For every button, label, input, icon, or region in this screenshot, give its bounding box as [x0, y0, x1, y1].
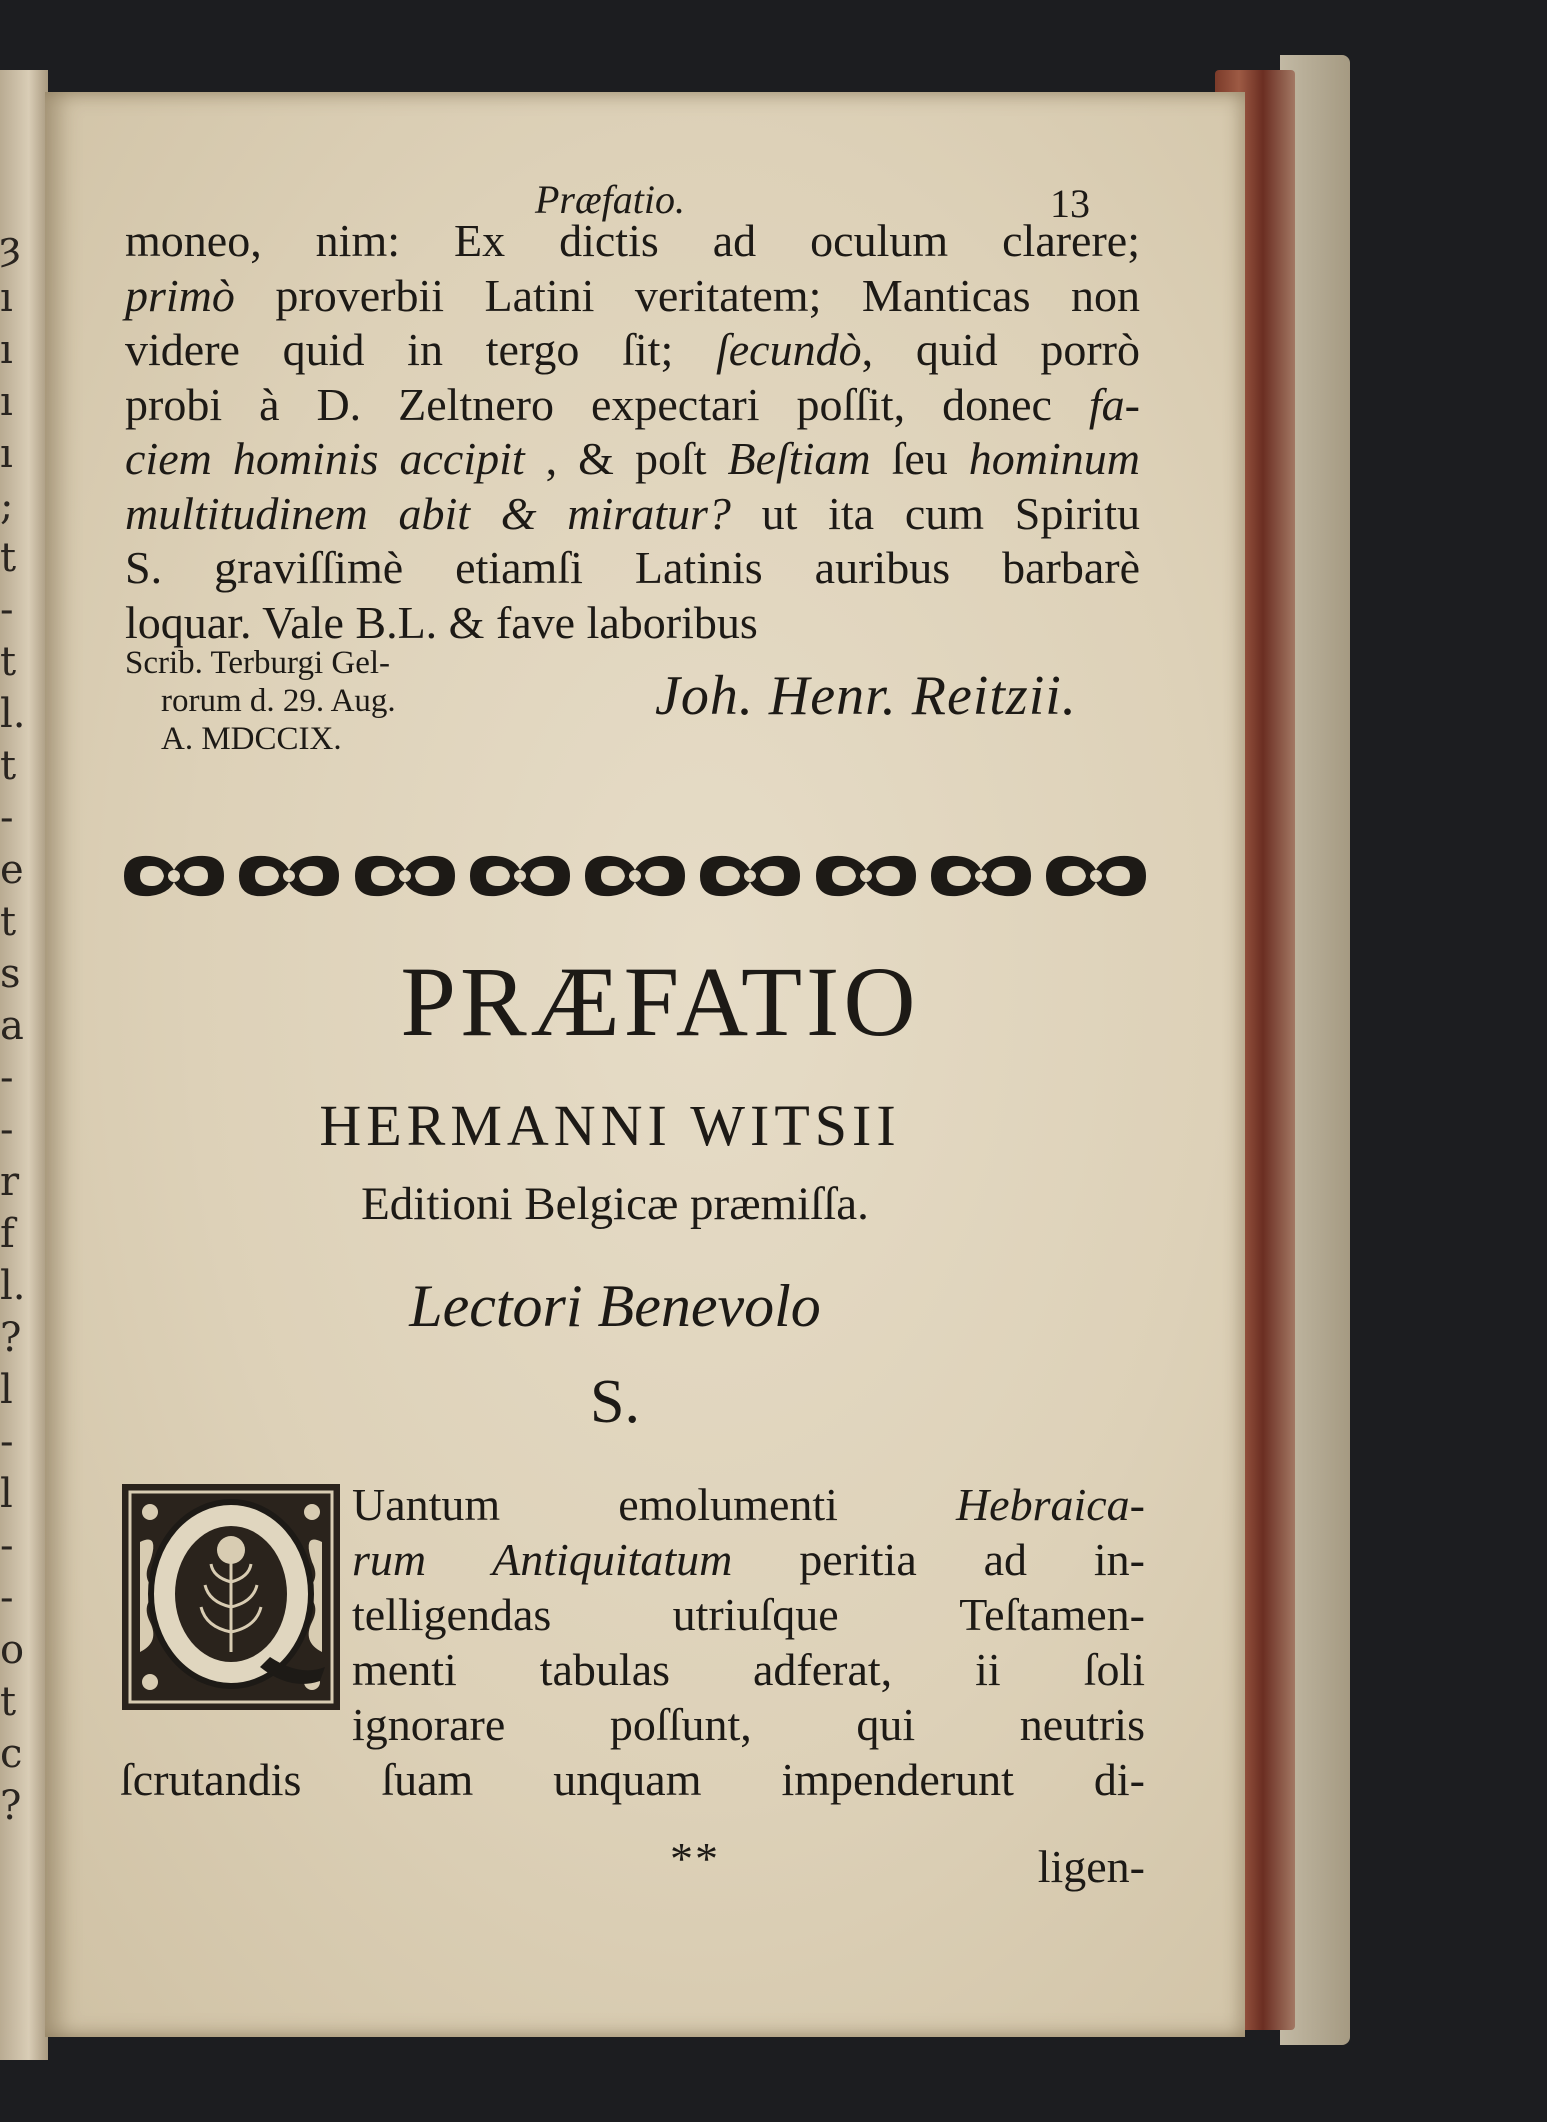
roman-text: probi à D. Zeltnero expectari poſſit, donec: [125, 378, 1089, 430]
text-line: [125, 541, 1140, 596]
roman-text: loquar. Vale B.L. & fave laboribus: [125, 596, 758, 648]
signature-mark: **: [670, 1833, 720, 1884]
roman-text: proverbii Latini veritatem; Manticas non: [234, 269, 1140, 321]
ornament-motif-icon: [927, 850, 1035, 902]
ornament-motif-icon: [1042, 850, 1150, 902]
text-line: [120, 1752, 1145, 1807]
facing-page-fragments: ȝ ı ı ı ı ; t - t l. t - e t s a - - r f l. ? l - l - - o t c ?: [0, 223, 26, 1829]
roman-text: menti tabulas adferat, ii ſoli: [352, 1644, 1145, 1695]
text-line: [125, 269, 1140, 324]
text-line: [120, 1697, 1145, 1752]
roman-text: videre quid in tergo ſit;: [125, 324, 716, 375]
text-line: [125, 378, 1140, 433]
ornament-motif-icon: [812, 850, 920, 902]
text-line: [120, 1477, 1145, 1532]
place-date: [125, 644, 396, 758]
text-line: [125, 487, 1140, 542]
roman-text: , quid porrò: [861, 324, 1140, 375]
book-page: [45, 92, 1245, 2037]
ornament-motif-icon: [581, 850, 689, 902]
text-line: [125, 596, 1140, 651]
page-number: 13: [1050, 181, 1090, 226]
roman-text: peritia ad in-: [732, 1534, 1146, 1585]
preceding-text: [125, 214, 1140, 650]
roman-text: moneo, nim: Ex dictis ad oculum clarere;: [125, 215, 1140, 266]
text-line: [125, 323, 1140, 378]
text-line: [125, 214, 1140, 269]
ornament-motif-icon: [466, 850, 574, 902]
italic-text: Beſtiam: [727, 433, 871, 484]
text-line: [120, 1532, 1145, 1587]
place-date-line: A. MDCCIX.: [161, 721, 342, 757]
roman-text: ut ita cum Spiritu: [730, 487, 1140, 539]
ornament-motif-icon: [235, 850, 343, 902]
roman-text: ſcrutandis ſuam unquam impenderunt di-: [120, 1754, 1145, 1805]
italic-text: fa-: [1088, 378, 1140, 430]
roman-text: Uantum emolumenti: [352, 1479, 956, 1530]
roman-text: ſeu: [870, 433, 969, 484]
roman-text: ignorare poſſunt, qui neutris: [352, 1699, 1145, 1750]
address-line: Lectori Benevolo: [409, 1273, 821, 1339]
ornament-motif-icon: [120, 850, 228, 902]
running-title: Præfatio.: [535, 177, 686, 222]
salutation: S.: [590, 1368, 640, 1436]
heading-subtitle: Editioni Belgicæ præmiſſa.: [361, 1178, 869, 1230]
italic-text: Hebraica-: [955, 1479, 1145, 1530]
place-date-line: Scrib. Terburgi Gel-: [125, 645, 390, 681]
italic-text: hominum: [968, 433, 1140, 484]
text-line: [125, 432, 1140, 487]
italic-text: ciem hominis accipit: [125, 433, 525, 484]
italic-text: ſecundò: [715, 324, 862, 375]
author-signature: Joh. Henr. Reitzii.: [655, 665, 1077, 727]
heading-title: PRÆFATIO: [400, 946, 920, 1057]
italic-text: multitudinem abit & miratur?: [125, 487, 731, 539]
ornament-motif-icon: [696, 850, 804, 902]
place-date-line: rorum d. 29. Aug.: [161, 683, 396, 719]
catchline: [125, 1832, 1145, 1892]
signoff: [125, 644, 1145, 764]
italic-text: primò: [125, 269, 235, 321]
roman-text: S. graviſſimè etiamſi Latinis auribus barbarè: [125, 542, 1140, 593]
opening-paragraph: [120, 1477, 1145, 1807]
roman-text: , & poſt: [524, 433, 728, 484]
facing-page-edge: [0, 70, 48, 2060]
italic-text: rum Antiquitatum: [352, 1534, 733, 1585]
heading-author: HERMANNI WITSII: [319, 1093, 901, 1158]
catchword: ligen-: [1037, 1841, 1145, 1892]
text-line: [120, 1642, 1145, 1697]
ornament-motif-icon: [351, 850, 459, 902]
roman-text: telligendas utriuſque Teſtamen-: [352, 1589, 1145, 1640]
text-line: [120, 1587, 1145, 1642]
decorative-ornament-band: [120, 847, 1150, 905]
